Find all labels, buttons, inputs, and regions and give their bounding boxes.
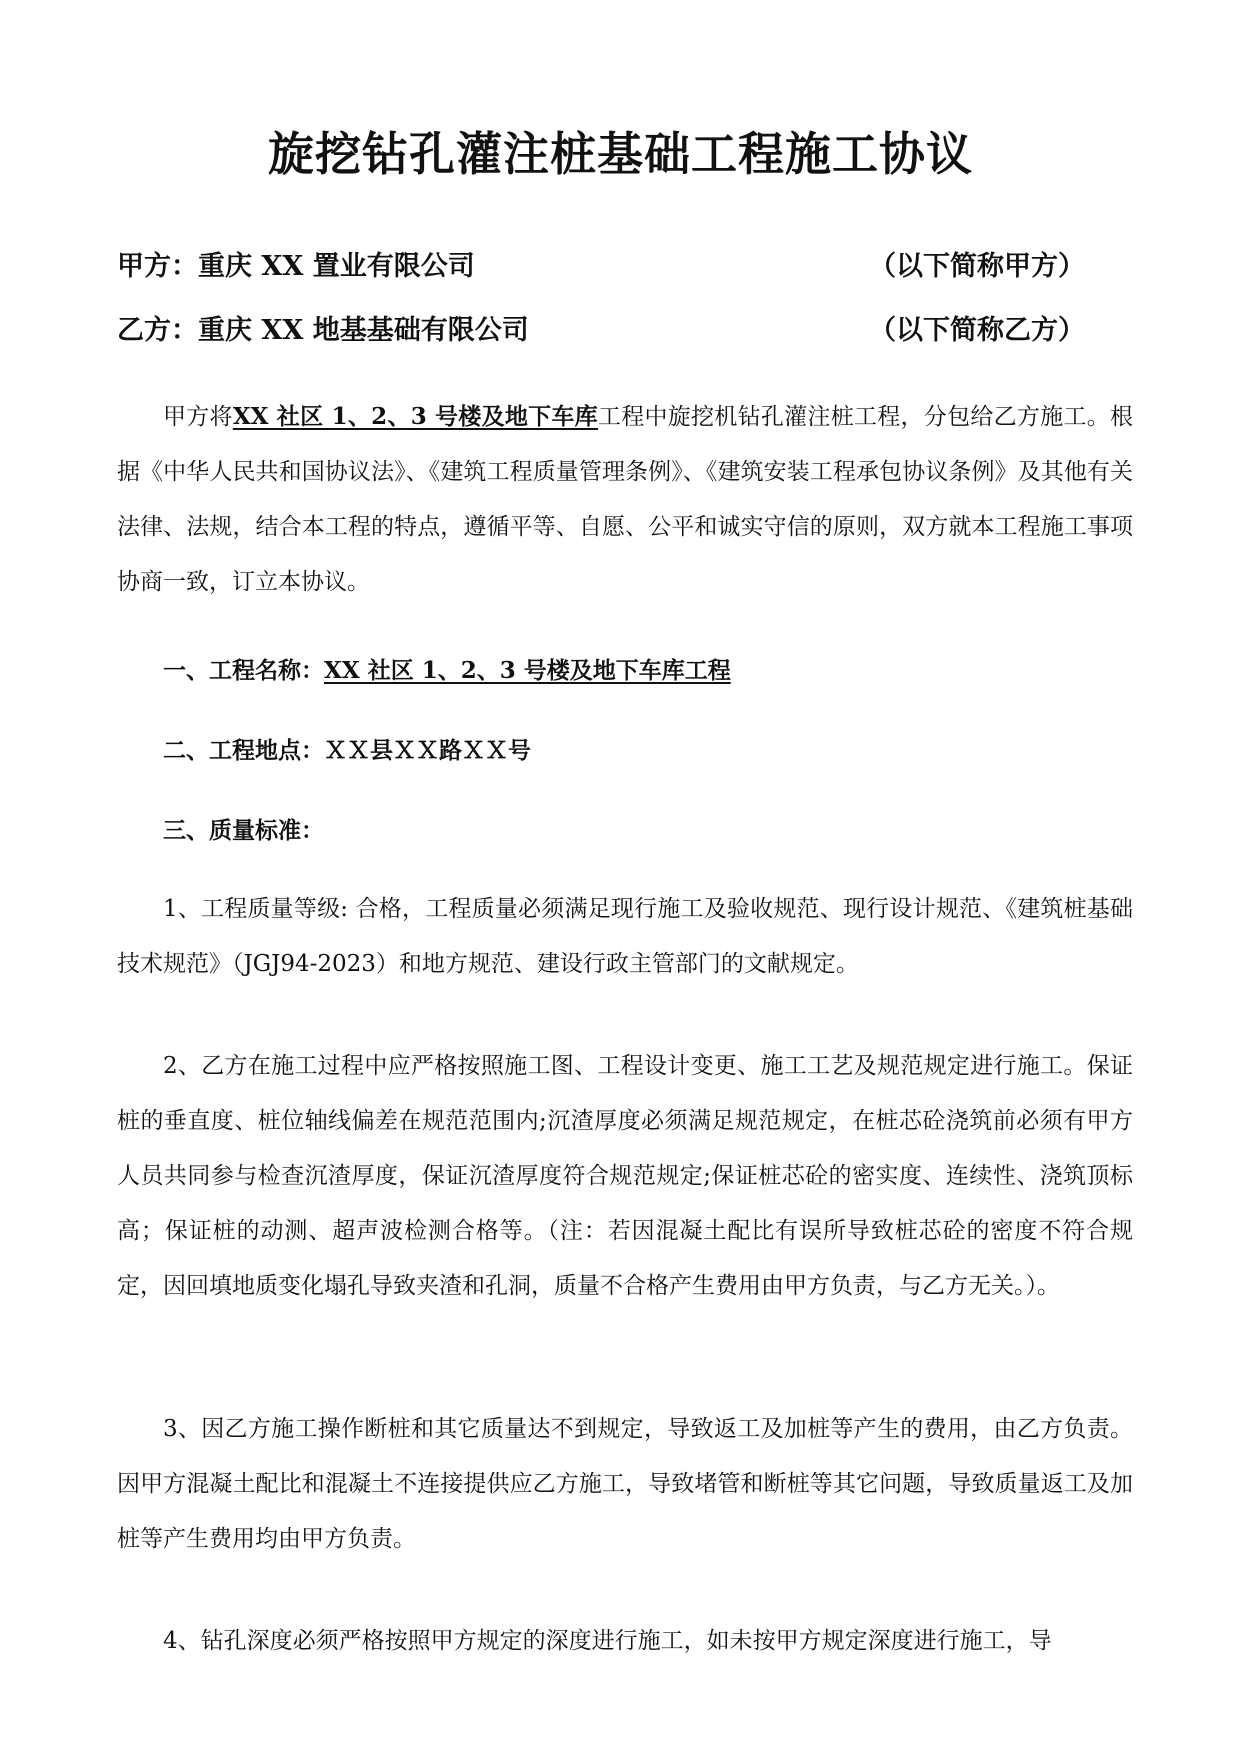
clause-1: 1、工程质量等级: 合格，工程质量必须满足现行施工及验收规范、现行设计规范、《建筑桩基础技术规范》（JGJ94-2023）和地方规范、建设行政主管部门的文献规定。 bbox=[117, 896, 1133, 977]
intro-prefix: 甲方将 bbox=[163, 404, 233, 430]
intro-body: 工程中旋挖机钻孔灌注桩工程，分包给乙方施工。根据《中华人民共和国协议法》、《建筑工程质量管理条例》、《建筑安装工程承包协议条例》及其他有关法律、法规，结合本工程的特点，遵循平等、自愿、公平和诚实守信的原则，双方就本工程施工事项协商一致，订立本协议。 bbox=[117, 404, 1133, 595]
party-b-line bbox=[117, 308, 1133, 347]
party-a-line bbox=[117, 244, 1133, 283]
clause-2: 2、乙方在施工过程中应严格按照施工图、工程设计变更、施工工艺及规范规定进行施工。保证桩的垂直度、桩位轴线偏差在规范范围内;沉渣厚度必须满足规范规定，在桩芯砼浇筑前必须有甲方人员共同参与检查沉渣厚度，保证沉渣厚度符合规范规定;保证桩芯砼的密实度、连续性、浇筑顶标高；保证桩的动测、超声波检测合格等。（注：若因混凝土配比有误所导致桩芯砼的密度不符合规定，因回填地质变化塌孔导致夹渣和孔洞，质量不合格产生费用由甲方负责，与乙方无关。）。 bbox=[117, 1053, 1133, 1299]
clause-4: 4、钻孔深度必须严格按照甲方规定的深度进行施工，如未按甲方规定深度进行施工，导 bbox=[163, 1628, 1052, 1654]
section-project-name bbox=[163, 652, 731, 685]
intro-project-name: XX 社区 1、2、3 号楼及地下车库 bbox=[232, 403, 598, 430]
section-quality-standard: 三、质量标准： bbox=[163, 817, 324, 844]
document-title: 旋挖钻孔灌注桩基础工程施工协议 bbox=[268, 127, 973, 181]
section-project-location-value: ＸＸ县ＸＸ路ＸＸ号 bbox=[324, 737, 531, 764]
section-project-name-label: 一、工程名称： bbox=[163, 657, 324, 684]
section-project-location bbox=[163, 732, 531, 765]
party-a-label: 甲方：重庆 XX 置业有限公司 bbox=[117, 251, 475, 282]
section-project-name-value: XX 社区 1、2、3 号楼及地下车库工程 bbox=[324, 657, 731, 684]
intro-paragraph bbox=[117, 389, 1133, 610]
section-project-location-label: 二、工程地点： bbox=[163, 737, 324, 764]
party-b-label: 乙方：重庆 XX 地基基础有限公司 bbox=[117, 315, 529, 346]
party-a-note: （以下简称甲方） bbox=[869, 251, 1085, 282]
party-b-note: （以下简称乙方） bbox=[869, 315, 1085, 346]
clause-3: 3、因乙方施工操作断桩和其它质量达不到规定，导致返工及加桩等产生的费用，由乙方负责。因甲方混凝土配比和混凝土不连接提供应乙方施工，导致堵管和断桩等其它问题，导致质量返工及加桩等产生费用均由甲方负责。 bbox=[117, 1416, 1133, 1552]
